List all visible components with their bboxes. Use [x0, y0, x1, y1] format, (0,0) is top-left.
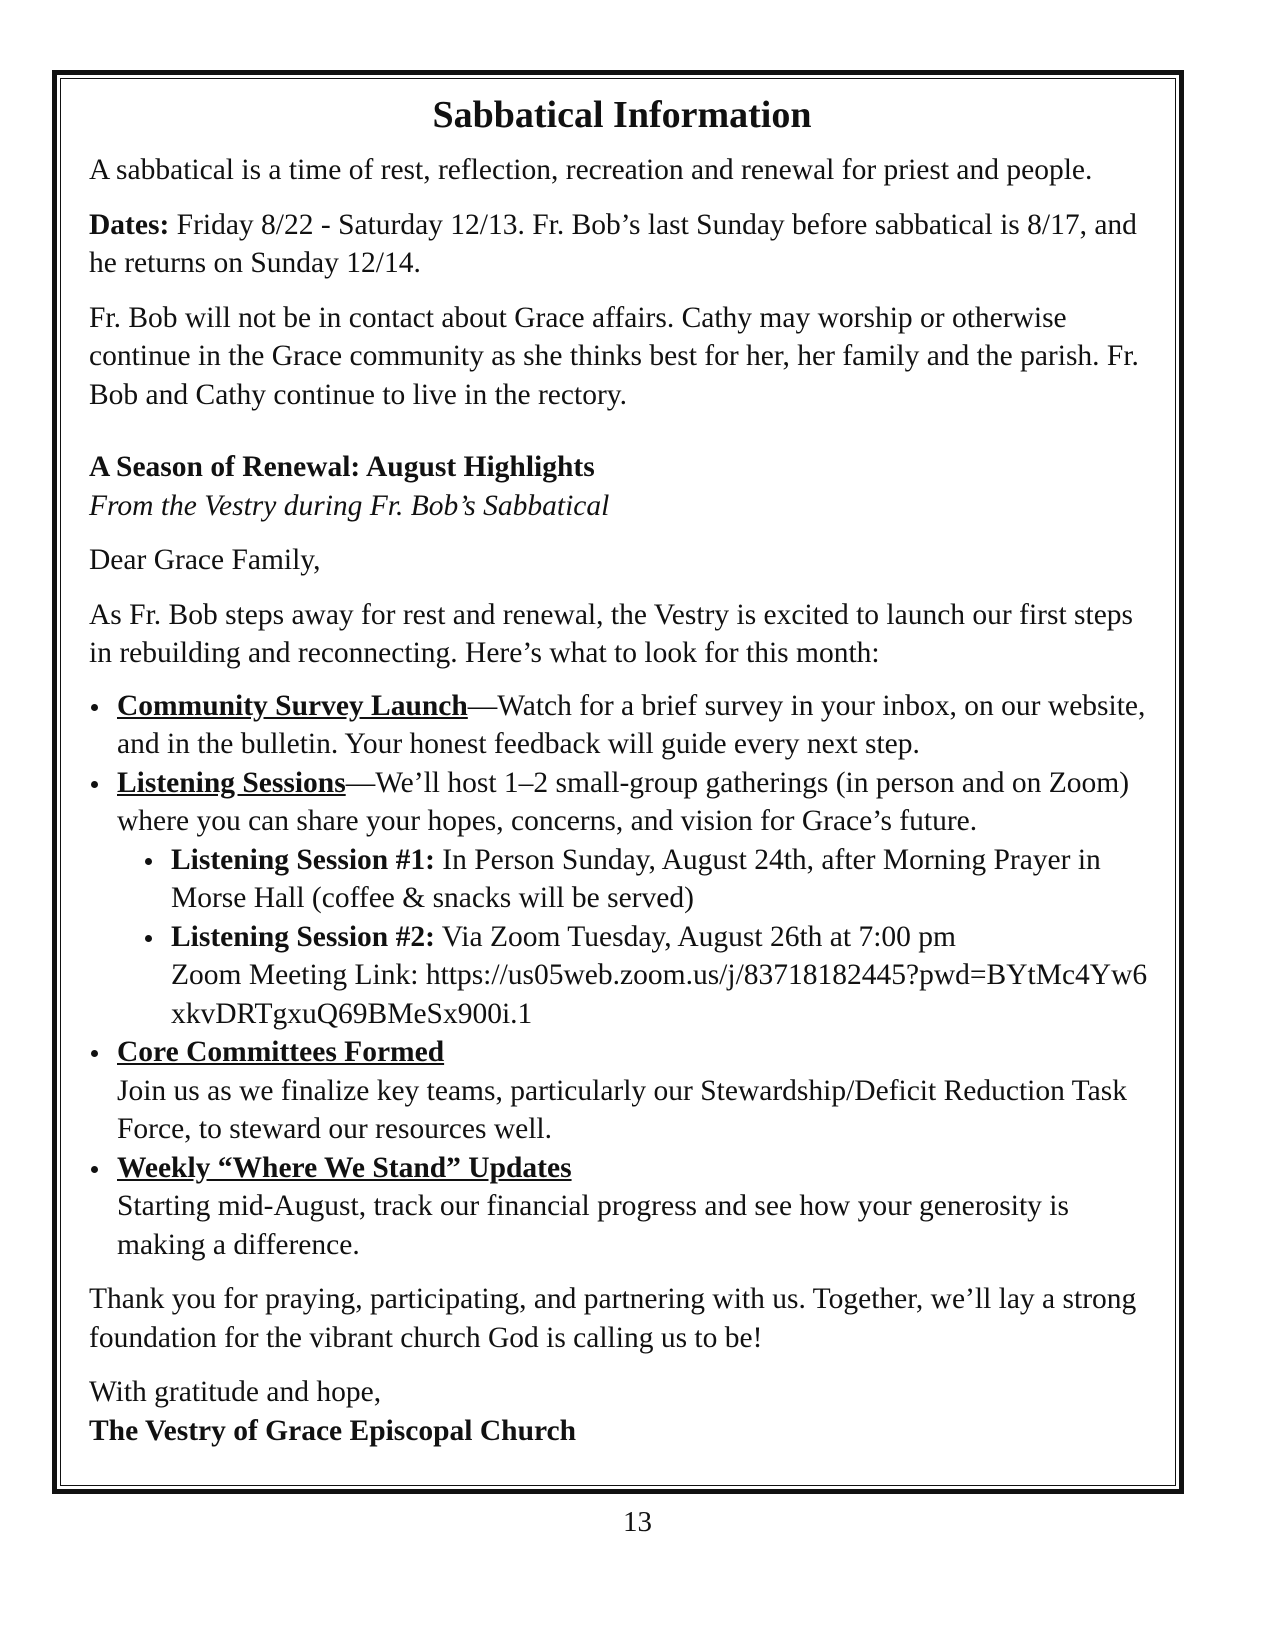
bullet-icon: [91, 781, 98, 788]
article-heading: A Season of Renewal: August Highlights: [89, 451, 595, 483]
item-title: Core Committees Formed: [117, 1036, 445, 1068]
bullet-icon: [91, 1166, 98, 1173]
highlights-list-continued: [89, 1033, 1155, 1264]
bullet-icon: [145, 858, 152, 865]
list-item: [89, 687, 1155, 764]
page-title: Sabbatical Information: [432, 94, 812, 136]
bullet-icon: [145, 935, 152, 942]
item-text: Starting mid-August, track our financial progress and see how your generosity is making a difference.: [117, 1190, 1069, 1261]
page-number: 13: [623, 1506, 652, 1538]
item-text: —We’ll host 1–2 small-group gatherings (in person and on Zoom) where you can share your hopes, concerns, and vision for Grace’s future.: [117, 766, 1130, 837]
item-text: Join us as we finalize key teams, particularly our Stewardship/Deficit Reduction Task Force, to steward our resources well.: [117, 1074, 1127, 1145]
session-label: Listening Session #1:: [171, 843, 435, 876]
zoom-link[interactable]: https://us05web.zoom.us/j/83718182445?pwd=BYtMc4Yw6xkvDRTgxuQ69BMeSx900i.1: [171, 959, 1148, 1030]
signoff: With gratitude and hope,: [89, 1376, 382, 1408]
bordered-box: [52, 70, 1184, 1494]
list-item: [143, 918, 1155, 1034]
closing-paragraph: Thank you for praying, participating, and partnering with us. Together, we’ll lay a strong foundation for the vibrant church God is calling us to be!: [89, 1283, 1137, 1354]
greeting: Dear Grace Family,: [89, 544, 321, 576]
highlights-list: [89, 687, 1155, 841]
item-title: Weekly “Where We Stand” Updates: [117, 1151, 572, 1184]
dates-text: Friday 8/22 - Saturday 12/13. Fr. Bob’s last Sunday before sabbatical is 8/17, and he returns on Sunday 12/14.: [89, 208, 1137, 279]
session-text: Via Zoom Tuesday, August 26th at 7:00 pm: [434, 920, 956, 953]
lead-paragraph: As Fr. Bob steps away for rest and renewal, the Vestry is excited to launch our first steps in rebuilding and reconnecting. Here’s what to look for this month:: [89, 598, 1134, 669]
contact-paragraph: Fr. Bob will not be in contact about Grace affairs. Cathy may worship or otherwise continue in the Grace community as she thinks best for her, her family and the parish. Fr. Bob and Cathy continue to live in the rectory.: [89, 301, 1139, 411]
zoom-link-label: Zoom Meeting Link:: [171, 959, 426, 991]
session-text: In Person Sunday, August 24th, after Morning Prayer in Morse Hall (coffee & snacks will be served): [171, 843, 1101, 914]
item-title: Community Survey Launch: [117, 689, 468, 722]
box-content: [89, 89, 1155, 1450]
item-title: Listening Sessions: [117, 766, 346, 799]
article-subheading: From the Vestry during Fr. Bob’s Sabbatical: [89, 489, 610, 522]
list-item: [143, 841, 1155, 918]
bullet-icon: [91, 1050, 98, 1057]
list-item: [89, 764, 1155, 841]
session-label: Listening Session #2:: [171, 920, 435, 953]
dates-paragraph: [89, 206, 1155, 283]
list-item: [89, 1149, 1155, 1265]
item-text: —Watch for a brief survey in your inbox, on our website, and in the bulletin. Your honest feedback will guide every next step.: [117, 689, 1146, 760]
dates-label: Dates:: [89, 208, 170, 241]
bullet-icon: [91, 704, 98, 711]
signature: The Vestry of Grace Episcopal Church: [89, 1414, 577, 1447]
intro-paragraph: A sabbatical is a time of rest, reflection, recreation and renewal for priest and people.: [89, 154, 1093, 186]
sessions-sublist: [143, 841, 1155, 1034]
list-item: [89, 1033, 1155, 1149]
